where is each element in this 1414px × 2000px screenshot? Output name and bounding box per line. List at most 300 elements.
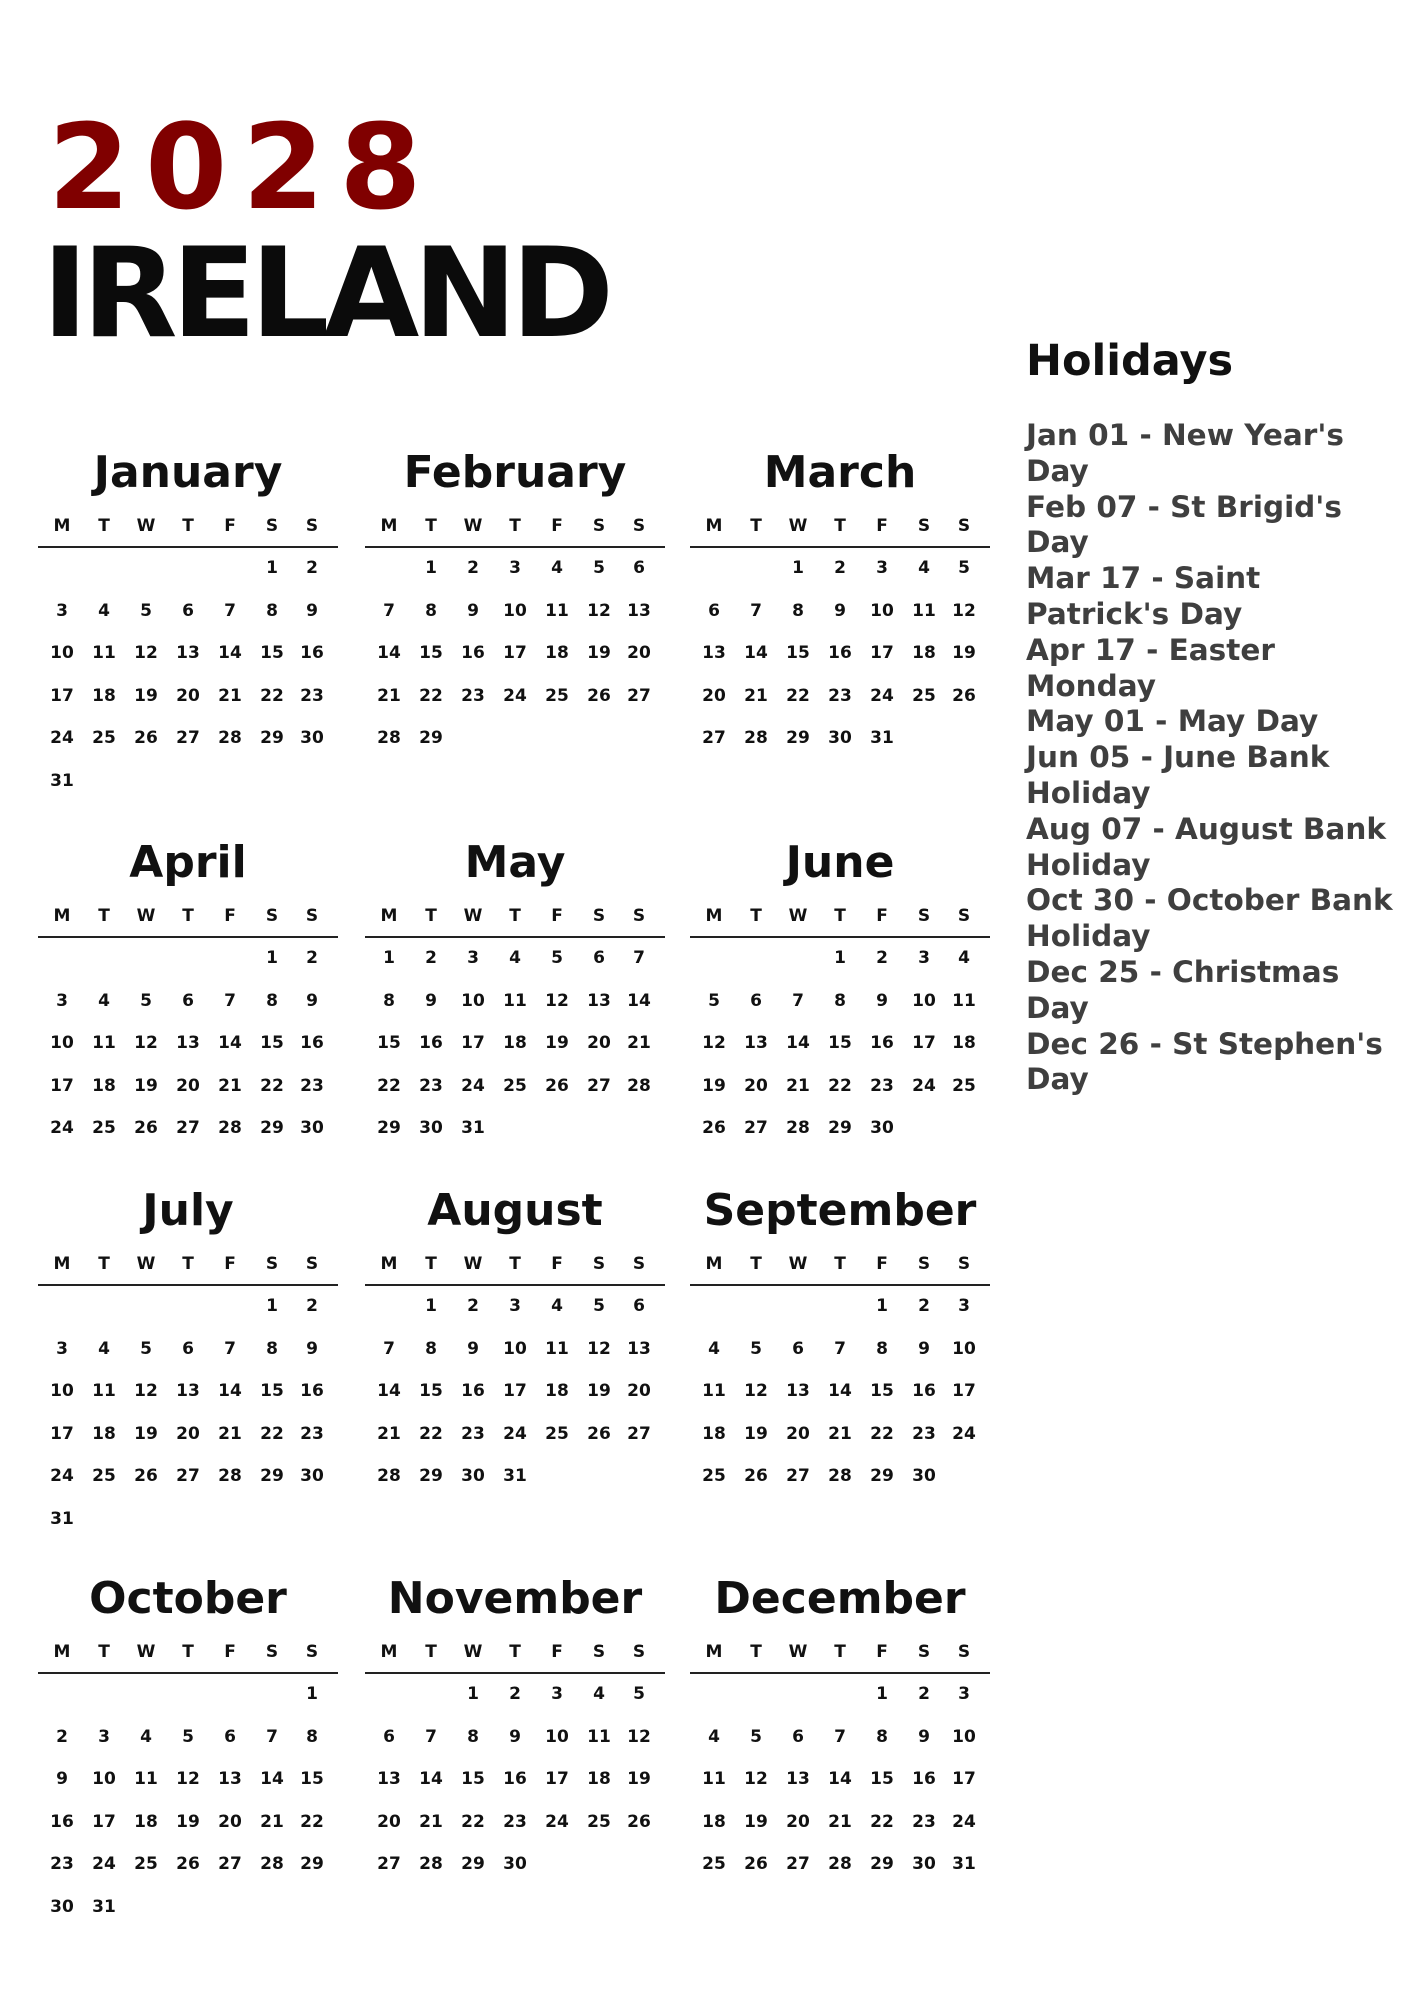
weekday-label: F [876,1642,888,1662]
day-cell: 4 [551,558,563,578]
day-cell: 18 [134,1811,158,1832]
day-cell: 24 [50,728,74,748]
day-cell: 6 [633,1296,645,1316]
day-cell: 26 [134,1118,158,1138]
month-name: October [89,1573,287,1624]
day-cell: 4 [958,948,970,968]
day-cell: 13 [218,1769,242,1789]
day-cell: 30 [912,1466,936,1486]
month-february [365,448,665,782]
day-cell: 7 [224,1338,236,1359]
day-cell: 12 [744,1381,768,1401]
day-cell: 1 [266,1296,278,1316]
day-cell: 15 [870,1769,894,1789]
day-cell: 21 [786,1075,810,1096]
day-cell: 14 [828,1769,852,1789]
day-cell: 11 [702,1381,726,1401]
day-cell: 12 [545,990,569,1011]
day-cell: 19 [627,1769,651,1789]
day-cell: 1 [425,558,437,578]
day-cell: 22 [870,1423,894,1444]
day-cell: 1 [383,948,395,968]
day-cell: 3 [551,1684,563,1704]
day-cell: 29 [870,1466,894,1486]
day-cell: 21 [260,1811,284,1832]
weekday-label: M [380,1254,398,1274]
weekday-label: M [705,1642,723,1662]
day-cell: 12 [134,1033,158,1053]
weekday-label: F [876,906,888,926]
weekday-label: T [750,1254,762,1274]
day-cell: 11 [92,643,116,663]
day-cell: 6 [182,1338,194,1359]
day-cell: 9 [918,1338,930,1359]
day-cell: 19 [545,1033,569,1053]
day-cell: 13 [176,643,200,663]
day-cell: 30 [912,1854,936,1874]
holiday-item: Mar 17 - Saint Patrick's Day [1026,561,1261,631]
day-cell: 22 [870,1811,894,1832]
weekday-label: T [750,1642,762,1662]
day-cell: 27 [218,1854,242,1874]
day-cell: 18 [545,643,569,663]
day-cell: 8 [266,600,278,621]
weekday-label: T [834,1642,846,1662]
day-cell: 19 [744,1423,768,1444]
day-cell: 14 [744,643,768,663]
day-cell: 13 [176,1033,200,1053]
day-cell: 27 [176,1118,200,1138]
day-cell: 19 [952,643,976,663]
month-november [365,1574,665,1908]
day-cell: 27 [744,1118,768,1138]
weekday-label: S [957,1254,971,1274]
day-cell: 22 [419,1423,443,1444]
day-cell: 10 [50,643,74,663]
day-cell: 24 [952,1423,976,1444]
month-name: January [93,447,283,498]
day-cell: 23 [300,685,324,706]
day-cell: 3 [509,558,521,578]
day-cell: 12 [952,600,976,621]
weekday-header [690,510,990,548]
day-cell: 4 [708,1338,720,1359]
weekday-label: T [98,1642,110,1662]
weekday-label: S [592,1642,606,1662]
day-cell: 29 [786,728,810,748]
day-cell: 9 [467,600,479,621]
day-cell: 24 [92,1854,116,1874]
day-cell: 7 [425,1726,437,1747]
day-cell: 12 [627,1726,651,1747]
day-cell: 1 [425,1296,437,1316]
day-cell: 9 [467,1338,479,1359]
weekday-header [38,900,338,938]
day-cell: 5 [551,948,563,968]
weekday-header [365,1248,665,1286]
day-cell: 20 [627,1381,651,1401]
day-cell: 6 [224,1726,236,1747]
day-cell: 27 [377,1854,401,1874]
day-cell: 27 [587,1075,611,1096]
day-cell: 28 [786,1118,810,1138]
day-cell: 17 [545,1769,569,1789]
day-cell: 19 [744,1811,768,1832]
day-cell: 29 [300,1854,324,1874]
weekday-label: S [957,1642,971,1662]
day-cell: 7 [383,600,395,621]
month-name: November [387,1573,643,1624]
weekday-label: F [876,1254,888,1274]
weekday-label: W [463,1254,483,1274]
day-cell: 28 [218,728,242,748]
day-cell: 30 [828,728,852,748]
weekday-label: S [592,1254,606,1274]
day-cell: 26 [952,685,976,706]
weekday-label: T [182,1642,194,1662]
day-cell: 30 [461,1466,485,1486]
day-cell: 17 [870,643,894,663]
month-name: February [403,447,627,498]
day-cell: 5 [708,990,720,1011]
day-cell: 3 [918,948,930,968]
month-name: December [714,1573,966,1624]
weekday-label: T [182,1254,194,1274]
day-cell: 10 [503,1338,527,1359]
day-cell: 20 [744,1075,768,1096]
day-cell: 11 [952,990,976,1011]
weekday-label: T [98,1254,110,1274]
weekday-label: S [632,516,646,536]
day-cell: 23 [912,1423,936,1444]
day-cell: 27 [627,685,651,706]
month-name: June [785,837,895,888]
day-cell: 23 [461,1423,485,1444]
day-cell: 2 [306,558,318,578]
month-name: September [703,1185,977,1236]
day-cell: 18 [92,685,116,706]
day-cell: 8 [876,1726,888,1747]
day-cell: 21 [377,1423,401,1444]
day-cell: 13 [786,1381,810,1401]
day-cell: 3 [56,600,68,621]
day-cell: 11 [702,1769,726,1789]
day-cell: 29 [419,1466,443,1486]
day-cell: 27 [786,1466,810,1486]
day-cell: 5 [140,1338,152,1359]
holiday-item: Feb 07 - St Brigid's Day [1026,489,1342,560]
day-cell: 23 [912,1811,936,1832]
day-cell: 30 [300,1118,324,1138]
day-cell: 16 [300,643,324,663]
day-cell: 20 [377,1811,401,1832]
day-cell: 24 [545,1811,569,1832]
weekday-label: W [788,516,808,536]
day-cell: 31 [92,1896,116,1917]
day-cell: 6 [792,1338,804,1359]
day-cell: 5 [140,990,152,1011]
day-cell: 17 [912,1033,936,1053]
day-cell: 26 [587,685,611,706]
day-cell: 19 [587,1381,611,1401]
weekday-label: M [53,516,71,536]
holiday-item: May 01 - May Day [1026,704,1319,739]
day-cell: 14 [786,1033,810,1053]
day-cell: 11 [587,1726,611,1747]
day-cell: 11 [92,1381,116,1401]
day-cell: 29 [377,1118,401,1138]
month-january [38,447,338,791]
weekday-label: S [265,1254,279,1274]
day-cell: 17 [92,1811,116,1832]
day-cell: 2 [467,1296,479,1316]
day-cell: 11 [545,1338,569,1359]
weekday-label: T [509,1254,521,1274]
day-cell: 28 [419,1854,443,1874]
day-cell: 15 [377,1033,401,1053]
day-cell: 20 [786,1423,810,1444]
day-cell: 22 [377,1075,401,1096]
day-cell: 19 [134,685,158,706]
weekday-label: S [265,1642,279,1662]
day-cell: 22 [786,685,810,706]
month-grid [365,510,665,782]
holidays-heading: Holidays [1026,336,1234,386]
day-cell: 11 [134,1769,158,1789]
day-cell: 9 [918,1726,930,1747]
day-cell: 24 [503,1423,527,1444]
day-cell: 10 [870,600,894,621]
weekday-label: S [305,516,319,536]
day-cell: 5 [750,1726,762,1747]
holidays-list [1026,418,1406,1098]
day-cell: 12 [176,1769,200,1789]
day-cell: 16 [503,1769,527,1789]
day-cell: 29 [828,1118,852,1138]
weekday-label: T [425,1254,437,1274]
month-june [690,838,990,1172]
day-cell: 1 [266,948,278,968]
weekday-label: T [98,906,110,926]
day-cell: 4 [98,600,110,621]
day-cell: 20 [176,1075,200,1096]
day-cell: 24 [870,685,894,706]
day-cell: 3 [467,948,479,968]
day-cell: 25 [503,1075,527,1096]
day-cell: 15 [461,1769,485,1789]
day-cell: 24 [50,1118,74,1138]
day-cell: 15 [419,1381,443,1401]
day-cell: 19 [702,1075,726,1096]
day-cell: 23 [461,685,485,706]
day-cell: 13 [176,1381,200,1401]
day-cell: 6 [182,600,194,621]
day-cell: 9 [306,1338,318,1359]
day-cell: 26 [627,1811,651,1832]
day-cell: 21 [828,1811,852,1832]
day-cell: 9 [56,1769,68,1789]
country-title: IRELAND [42,222,609,366]
day-cell: 31 [503,1466,527,1486]
day-cell: 27 [176,1466,200,1486]
weekday-label: T [509,1642,521,1662]
day-cell: 23 [50,1854,74,1874]
day-cell: 6 [750,990,762,1011]
month-grid [365,900,665,1172]
day-cell: 26 [134,728,158,748]
day-cell: 21 [419,1811,443,1832]
day-cell: 25 [92,1466,116,1486]
day-cell: 26 [702,1118,726,1138]
day-cell: 26 [545,1075,569,1096]
weekday-label: M [705,1254,723,1274]
month-grid [690,1636,990,1908]
day-cell: 28 [828,1466,852,1486]
day-cell: 18 [702,1423,726,1444]
weekday-label: W [463,516,483,536]
day-cell: 9 [876,990,888,1011]
day-cell: 17 [503,1381,527,1401]
day-cell: 13 [744,1033,768,1053]
day-cell: 18 [503,1033,527,1053]
day-cell: 2 [425,948,437,968]
day-cell: 10 [952,1726,976,1747]
weekday-label: S [632,1254,646,1274]
day-cell: 10 [461,990,485,1011]
weekday-label: S [917,1254,931,1274]
day-cell: 3 [958,1684,970,1704]
weekday-header [365,1636,665,1674]
day-cell: 10 [50,1381,74,1401]
day-cell: 10 [912,990,936,1011]
weekday-label: F [551,906,563,926]
weekday-label: S [265,906,279,926]
day-cell: 13 [786,1769,810,1789]
day-cell: 12 [587,600,611,621]
weekday-label: W [136,516,156,536]
day-cell: 7 [266,1726,278,1747]
day-cell: 12 [134,643,158,663]
day-cell: 30 [50,1896,74,1917]
weekday-label: T [509,906,521,926]
day-cell: 4 [593,1684,605,1704]
day-cell: 30 [870,1118,894,1138]
day-cell: 16 [912,1381,936,1401]
month-name: March [763,447,917,498]
day-cell: 30 [300,1466,324,1486]
day-cell: 17 [50,1423,74,1444]
day-cell: 20 [176,685,200,706]
day-cell: 12 [587,1338,611,1359]
day-cell: 4 [140,1726,152,1747]
day-cell: 7 [224,990,236,1011]
day-cell: 8 [792,600,804,621]
day-cell: 5 [750,1338,762,1359]
day-cell: 25 [912,685,936,706]
day-cell: 24 [952,1811,976,1832]
day-cell: 6 [383,1726,395,1747]
weekday-label: T [182,516,194,536]
day-cell: 17 [952,1769,976,1789]
day-cell: 4 [98,1338,110,1359]
weekday-header [38,1248,338,1286]
day-cell: 7 [834,1338,846,1359]
month-may [365,838,665,1172]
day-cell: 6 [593,948,605,968]
day-cell: 2 [918,1684,930,1704]
weekday-label: T [834,1254,846,1274]
day-cell: 28 [627,1075,651,1096]
day-cell: 26 [744,1854,768,1874]
day-cell: 22 [300,1811,324,1832]
day-cell: 27 [627,1423,651,1444]
day-cell: 6 [182,990,194,1011]
weekday-label: F [224,516,236,536]
day-cell: 23 [828,685,852,706]
day-cell: 30 [300,728,324,748]
weekday-header [690,900,990,938]
weekday-header [690,1636,990,1674]
day-cell: 17 [50,685,74,706]
weekday-label: F [551,1254,563,1274]
day-cell: 8 [266,1338,278,1359]
day-cell: 21 [744,685,768,706]
month-grid [690,1248,990,1520]
day-cell: 5 [182,1726,194,1747]
month-grid [365,1248,665,1520]
day-cell: 22 [828,1075,852,1096]
weekday-label: W [463,906,483,926]
day-cell: 14 [218,1033,242,1053]
day-cell: 25 [587,1811,611,1832]
day-cell: 31 [461,1118,485,1138]
weekday-label: F [224,1254,236,1274]
day-cell: 12 [744,1769,768,1789]
day-cell: 2 [467,558,479,578]
day-cell: 14 [377,643,401,663]
day-cell: 20 [627,643,651,663]
day-cell: 1 [306,1684,318,1704]
month-august [365,1186,665,1520]
day-cell: 14 [260,1769,284,1789]
weekday-header [365,900,665,938]
day-cell: 16 [912,1769,936,1789]
day-cell: 26 [134,1466,158,1486]
weekday-label: F [876,516,888,536]
day-cell: 23 [300,1423,324,1444]
day-cell: 4 [509,948,521,968]
day-cell: 18 [912,643,936,663]
weekday-label: T [98,516,110,536]
day-cell: 18 [92,1075,116,1096]
day-cell: 25 [134,1854,158,1874]
day-cell: 21 [218,1075,242,1096]
day-cell: 2 [509,1684,521,1704]
day-cell: 28 [377,728,401,748]
day-cell: 8 [425,1338,437,1359]
day-cell: 1 [467,1684,479,1704]
day-cell: 21 [218,685,242,706]
day-cell: 11 [545,600,569,621]
day-cell: 16 [300,1033,324,1053]
day-cell: 3 [509,1296,521,1316]
day-cell: 8 [467,1726,479,1747]
day-cell: 8 [306,1726,318,1747]
day-cell: 20 [587,1033,611,1053]
day-cell: 17 [503,643,527,663]
day-cell: 15 [870,1381,894,1401]
day-cell: 3 [958,1296,970,1316]
